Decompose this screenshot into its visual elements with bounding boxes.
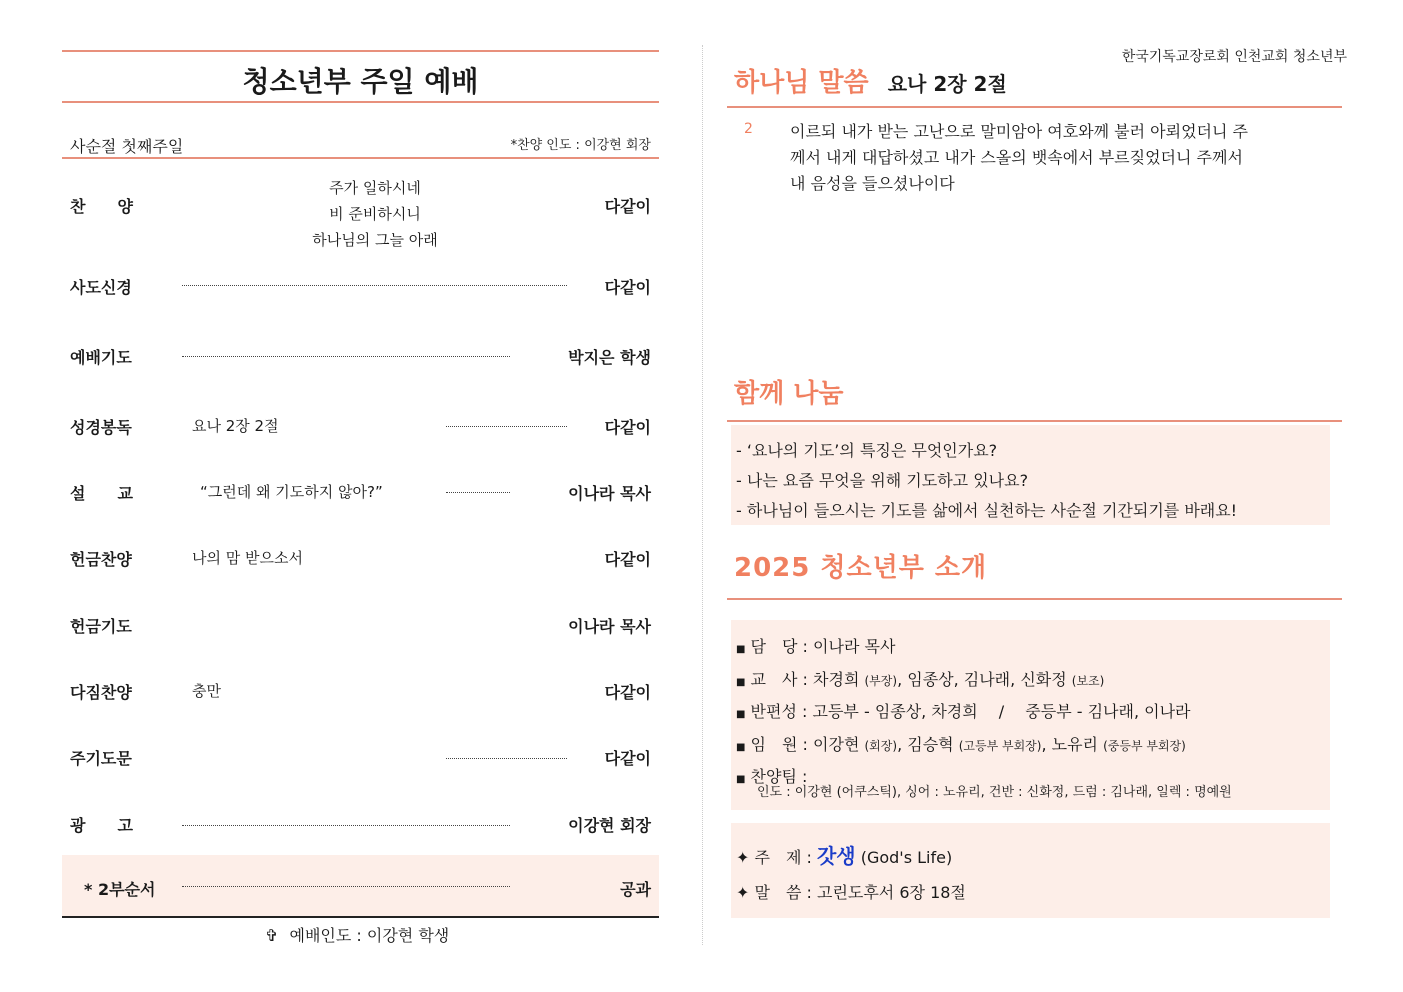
order-leader: 이강현 회장 xyxy=(568,816,651,835)
intro-item: ■ 반편성 : 고등부 - 임종상, 차경희 / 중등부 - 김나래, 이나라 xyxy=(736,702,1191,721)
theme-label: ✦ 주 제 : xyxy=(736,848,812,867)
sermon-title: “그런데 왜 기도하지 않아?” xyxy=(200,483,383,501)
theme-highlight: 갓생 xyxy=(816,844,856,868)
part2-leader: 공과 xyxy=(620,880,651,899)
share-list xyxy=(736,436,1237,526)
dotted-leader xyxy=(182,285,567,286)
theme-line xyxy=(736,840,952,869)
worship-leader: 예배인도 : 이강현 학생 xyxy=(289,926,450,945)
praise-team-line: 인도 : 이강현 (어쿠스틱), 싱어 : 노유리, 건반 : 신화정, 드럼 : 김나래, 일렉 : 명예원 xyxy=(757,785,1232,800)
church-name: 한국기독교장로회 인천교회 청소년부 xyxy=(1121,49,1347,65)
order-label: 주기도문 xyxy=(70,749,132,768)
intro-item: ■ 임 원 : 이강현 (회장), 김승혁 (고등부 부회장), 노유리 (중등부 부회장) xyxy=(736,734,1186,754)
order-label: 광 고 xyxy=(70,816,133,835)
intro-item: ■ 담 당 : 이나라 목사 xyxy=(736,637,896,656)
word-heading: 하나님 말씀 xyxy=(734,68,869,98)
order-label: 설 교 xyxy=(70,484,133,503)
part2-label: * 2부순서 xyxy=(84,880,156,899)
verse-theme-text: 고린도후서 6장 18절 xyxy=(816,883,966,902)
word-rule xyxy=(727,106,1342,108)
order-label: 찬 양 xyxy=(70,197,133,216)
dotted-leader xyxy=(446,492,510,493)
dotted-leader xyxy=(182,356,510,357)
order-label: 예배기도 xyxy=(70,348,132,367)
order-leader: 다같이 xyxy=(604,749,651,768)
order-label: 헌금찬양 xyxy=(70,550,132,569)
verse-theme-label: ✦ 말 씀 : xyxy=(736,883,812,902)
intro-item: ■ 교 사 : 차경희 (부장), 임종상, 김나래, 신화정 (보조) xyxy=(736,669,1105,689)
hymn-list xyxy=(250,175,500,253)
order-leader: 박지은 학생 xyxy=(568,348,651,367)
theme-box xyxy=(731,823,1330,918)
order-leader: 이나라 목사 xyxy=(568,617,651,636)
order-label: 사도신경 xyxy=(70,278,132,297)
order-leader: 다같이 xyxy=(604,550,651,569)
order-label: 성경봉독 xyxy=(70,418,132,437)
verse-text xyxy=(790,119,1330,197)
title-bottom-rule xyxy=(62,101,659,103)
order-leader: 다같이 xyxy=(604,683,651,702)
hymn-item: 비 준비하시니 xyxy=(329,205,421,223)
verse-line: 내 음성을 들으셨나이다 xyxy=(790,174,955,193)
word-reference: 요나 2장 2절 xyxy=(887,72,1007,96)
order-leader: 이나라 목사 xyxy=(568,484,651,503)
share-item: - 하나님이 들으시는 기도를 삶에서 실천하는 사순절 기간되기를 바래요! xyxy=(736,501,1238,520)
footer xyxy=(265,923,449,946)
order-detail: 충만 xyxy=(192,682,221,700)
order-label: 다짐찬양 xyxy=(70,683,132,702)
intro-heading: 2025 청소년부 소개 xyxy=(734,553,988,583)
share-heading: 함께 나눔 xyxy=(734,379,844,409)
order-leader: 다같이 xyxy=(604,418,651,437)
hymn-item: 하나님의 그늘 아래 xyxy=(312,231,438,249)
verse-line: 께서 내게 대답하셨고 내가 스올의 뱃속에서 부르짖었더니 주께서 xyxy=(790,148,1243,167)
week-rule xyxy=(62,157,659,159)
order-detail: 요나 2장 2절 xyxy=(192,417,279,435)
theme-text: (God's Life) xyxy=(855,848,953,867)
intro-item: ■ 찬양팀 : xyxy=(736,767,808,786)
week-label: 사순절 첫째주일 xyxy=(70,137,184,156)
title-top-rule xyxy=(62,50,659,52)
verse-theme-line xyxy=(736,880,966,903)
cross-icon: ✞ xyxy=(265,926,279,945)
order-detail: 나의 맘 받으소서 xyxy=(192,549,303,567)
word-heading-block xyxy=(734,62,1007,99)
dotted-leader xyxy=(182,886,510,887)
page-divider xyxy=(702,45,703,945)
bottom-rule xyxy=(62,916,659,918)
dotted-leader xyxy=(182,825,510,826)
intro-list xyxy=(736,632,1191,795)
dotted-leader xyxy=(446,758,567,759)
share-item: - 나는 요즘 무엇을 위해 기도하고 있나요? xyxy=(736,471,1029,490)
praise-leader-note: *찬양 인도 : 이강현 회장 xyxy=(510,138,651,153)
hymn-item: 주가 일하시네 xyxy=(329,179,421,197)
order-leader: 다같이 xyxy=(604,197,651,216)
order-leader: 다같이 xyxy=(604,278,651,297)
verse-line: 이르되 내가 받는 고난으로 말미암아 여호와께 불러 아뢰었더니 주 xyxy=(790,122,1249,141)
order-label: 헌금기도 xyxy=(70,617,132,636)
verse-number: 2 xyxy=(744,121,753,137)
intro-rule xyxy=(727,598,1342,600)
dotted-leader xyxy=(446,426,567,427)
share-item: - ‘요나의 기도’의 특징은 무엇인가요? xyxy=(736,441,998,460)
share-rule xyxy=(727,420,1342,422)
bulletin-title: 청소년부 주일 예배 xyxy=(242,65,479,98)
